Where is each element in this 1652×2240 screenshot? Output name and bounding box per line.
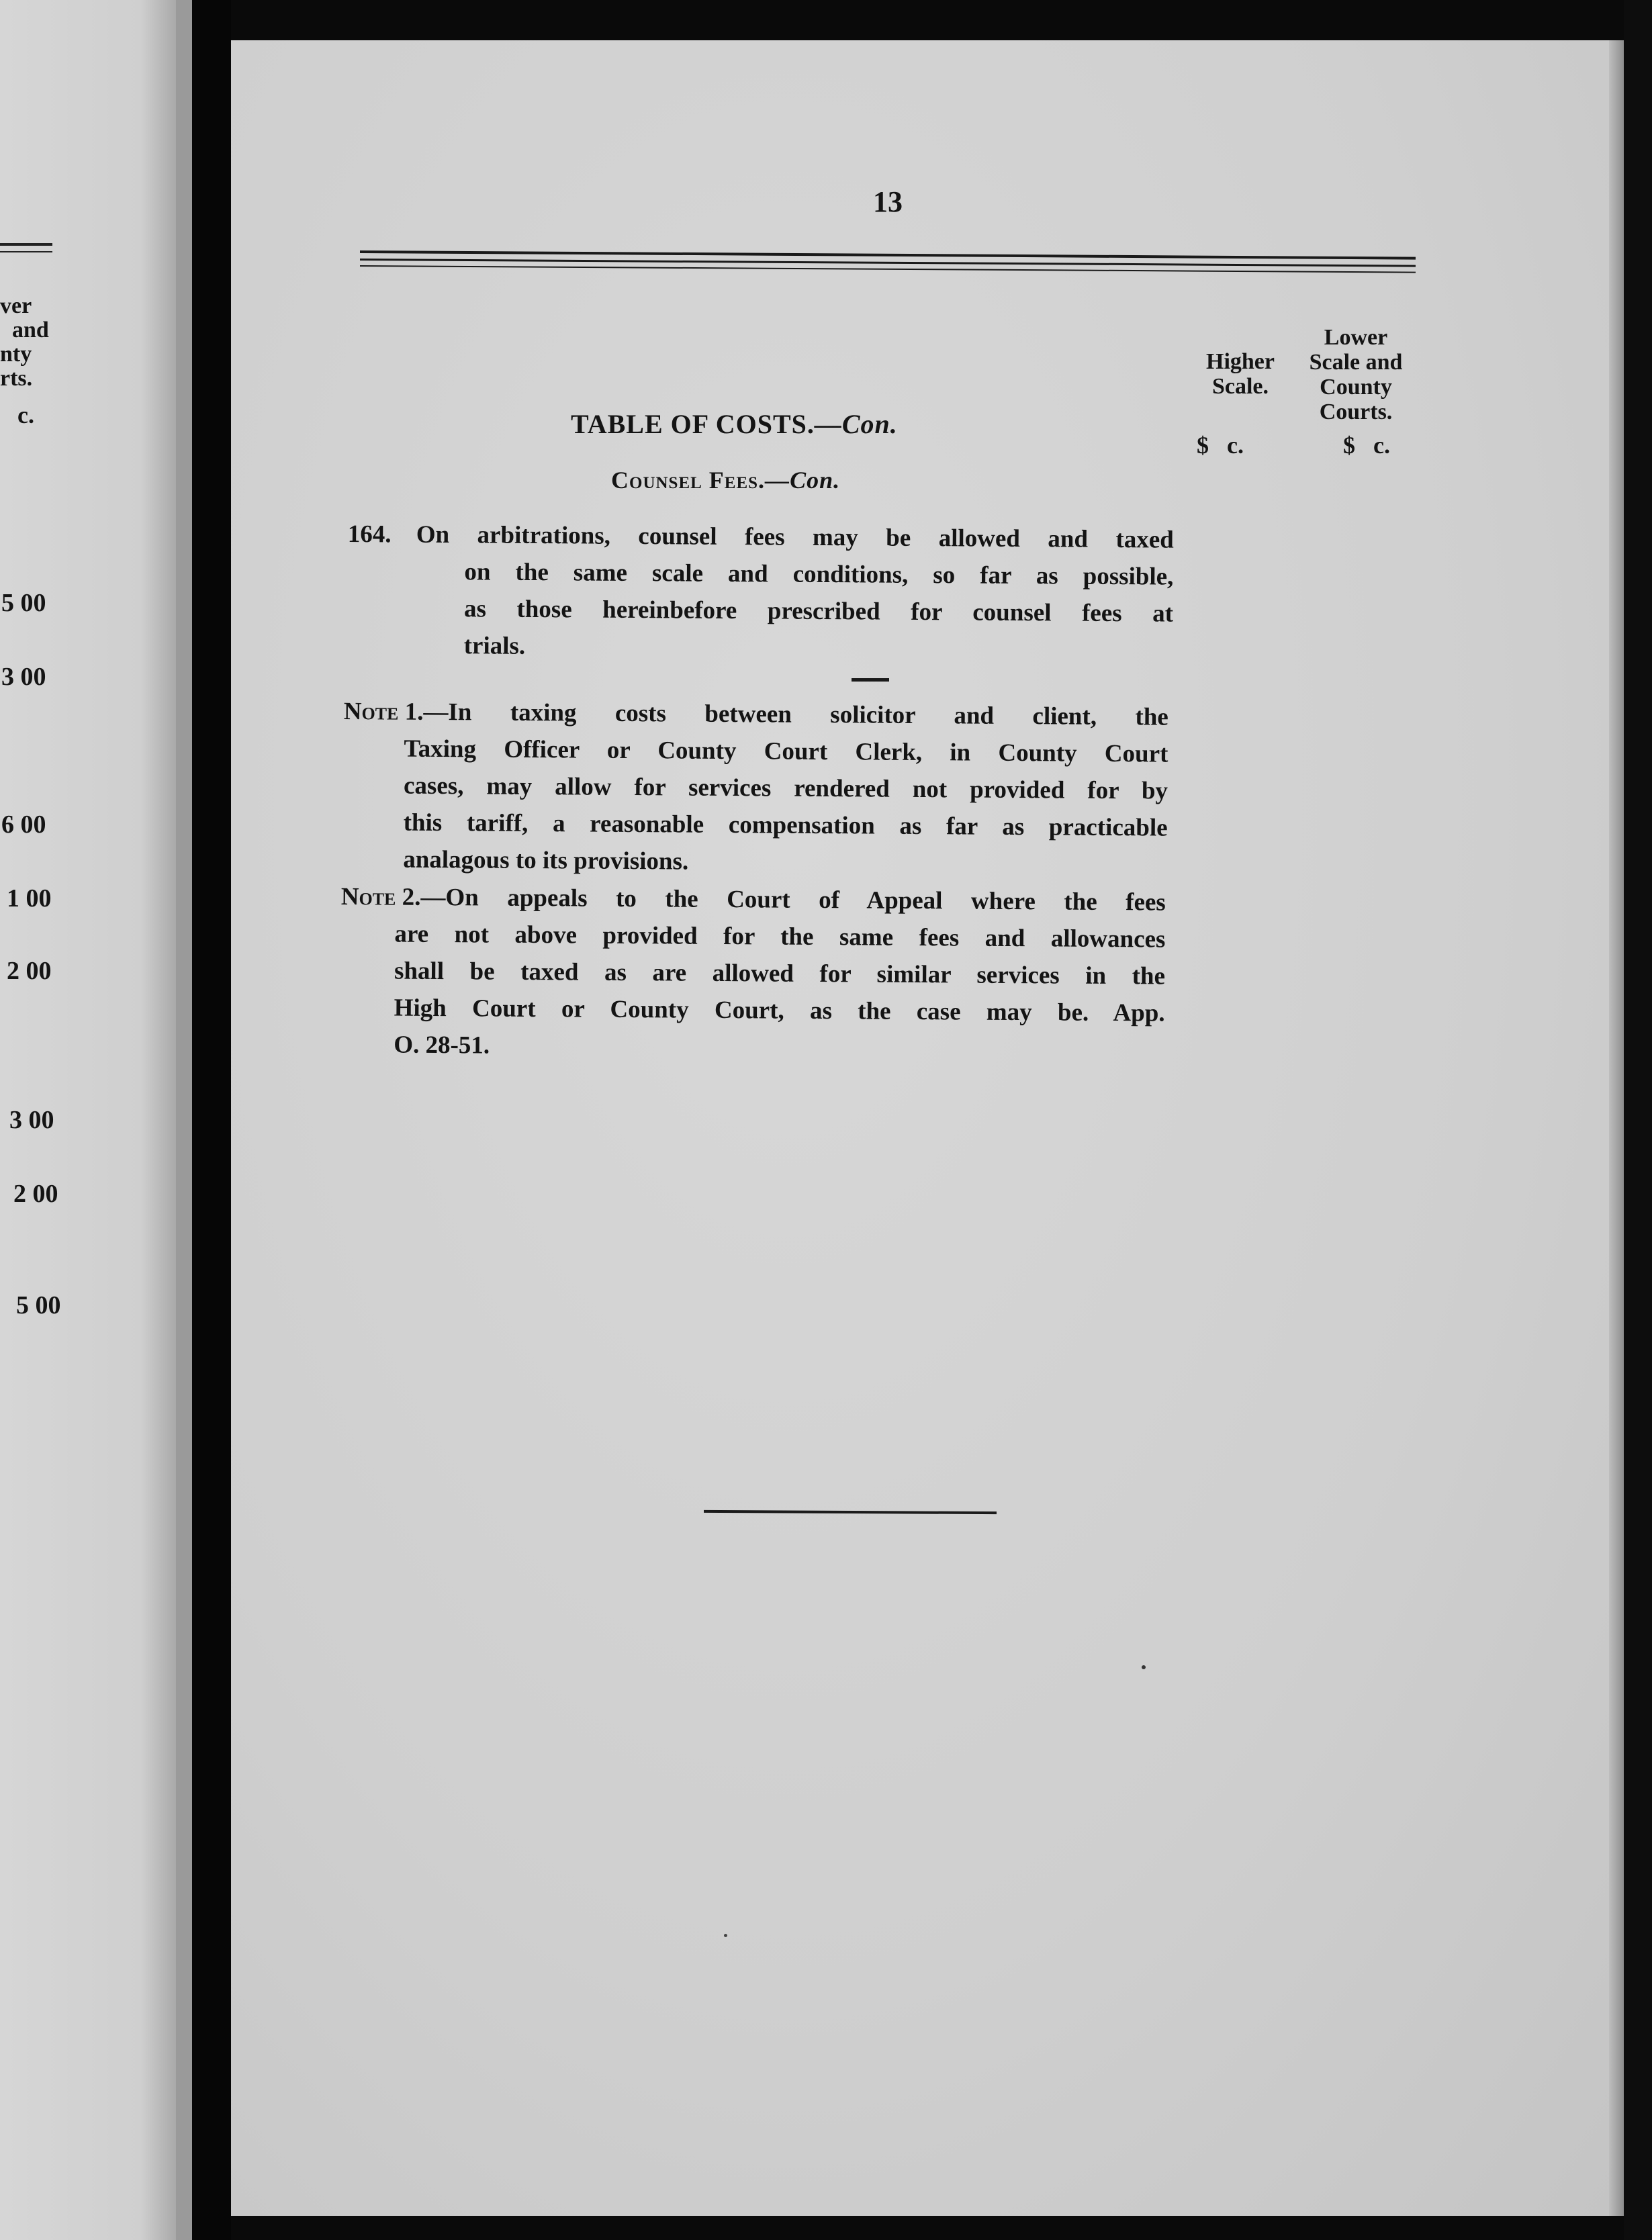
item-line: trials. xyxy=(463,632,526,660)
item-line: on the same scale and conditions, so far as possible, xyxy=(464,558,1174,591)
note-line: analagous to its provisions. xyxy=(403,845,689,876)
note-line: shall be taxed as are allowed for similar services in the xyxy=(394,957,1166,990)
previous-page-fragment xyxy=(0,0,176,2240)
left-header-line: c. xyxy=(17,402,34,428)
note-line: Taxing Officer or County Court Clerk, in County Court xyxy=(404,735,1168,768)
left-amount: 6 00 xyxy=(1,810,46,839)
left-header-line: nty xyxy=(0,342,32,367)
left-amount: 3 00 xyxy=(1,663,46,691)
left-header-line: ver xyxy=(0,293,32,318)
table-title-text: TABLE OF COSTS. xyxy=(571,409,815,439)
item-164 xyxy=(347,516,1174,676)
note-1 xyxy=(342,693,1168,884)
book-gutter xyxy=(176,0,192,2240)
note-line: High Court or County Court, as the case may be. App. xyxy=(394,994,1165,1027)
book-gutter-shadow xyxy=(192,0,231,2240)
page-number: 13 xyxy=(873,185,903,218)
left-header-line: rts. xyxy=(0,366,33,391)
column-header-line: Scale. xyxy=(1211,374,1269,399)
left-page-rule xyxy=(0,251,52,252)
column-header-line: Scale and xyxy=(1309,350,1403,375)
column-header-higher-scale xyxy=(1190,349,1291,399)
left-amount: 5 00 xyxy=(16,1291,61,1319)
item-number: 164. xyxy=(347,520,392,549)
left-amount: 3 00 xyxy=(9,1106,54,1134)
subtitle-suffix: —Con. xyxy=(765,467,841,494)
item-line: as those hereinbefore prescribed for counsel fees at xyxy=(463,595,1174,628)
column-header-line: Courts. xyxy=(1319,400,1393,424)
table-title xyxy=(571,408,898,440)
units-lower-scale: $ c. xyxy=(1343,432,1390,459)
column-header-line: Lower xyxy=(1324,325,1388,350)
note-label: Note 2. xyxy=(340,882,421,911)
left-page-rule xyxy=(0,243,52,246)
left-amount: 1 00 xyxy=(7,884,52,913)
item-text xyxy=(415,516,1174,669)
column-header-lower-scale xyxy=(1292,325,1420,424)
note-2 xyxy=(340,878,1166,1069)
left-amount: 2 00 xyxy=(13,1180,58,1208)
note-line: this tariff, a reasonable compensation as far as practicable xyxy=(403,808,1168,842)
section-subtitle xyxy=(611,466,840,494)
item-line: On arbitrations, counsel fees may be allowed and taxed xyxy=(416,520,1174,554)
separator-dash xyxy=(852,678,889,682)
note-label: Note 1. xyxy=(343,697,424,726)
subtitle-text: Counsel Fees. xyxy=(611,467,766,494)
left-header-line: and xyxy=(12,318,49,342)
left-amount: 2 00 xyxy=(7,957,52,985)
column-header-line: Higher xyxy=(1206,349,1275,374)
ink-speck xyxy=(1142,1665,1146,1669)
table-title-suffix: —Con. xyxy=(814,409,898,439)
page-edge xyxy=(1609,40,1624,2216)
left-amount: 5 00 xyxy=(1,589,46,617)
note-line: O. 28-51. xyxy=(394,1031,490,1060)
note-line: cases, may allow for services rendered not provided for by xyxy=(403,772,1168,805)
note-line: —On appeals to the Court of Appeal where the fees xyxy=(420,883,1166,917)
note-line: are not above provided for the same fees and allowances xyxy=(394,920,1166,953)
column-header-line: County xyxy=(1320,375,1392,400)
scan-border xyxy=(1624,0,1652,2240)
note-line: —In taxing costs between solicitor and client, the xyxy=(423,698,1168,731)
ink-speck xyxy=(724,1934,727,1937)
units-higher-scale: $ c. xyxy=(1197,432,1244,459)
